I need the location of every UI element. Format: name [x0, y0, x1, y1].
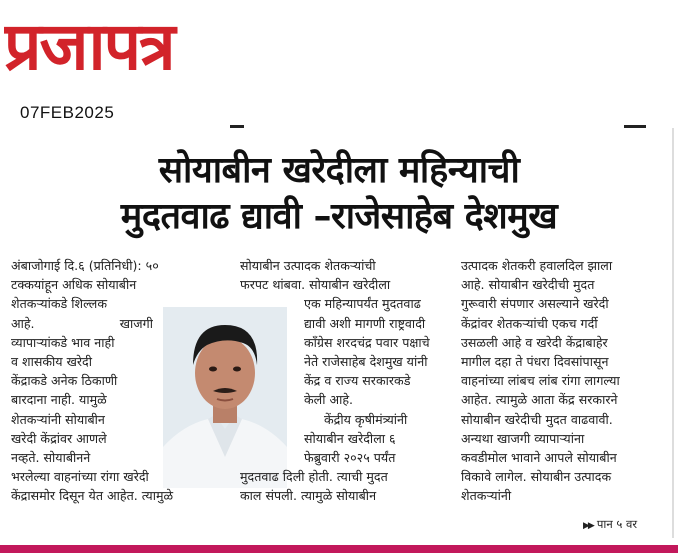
article-line: काँग्रेस शरदचंद्र पवार पक्षाचे	[304, 334, 430, 350]
column-edge-rule	[672, 128, 674, 538]
article-line: विकावे लागेल. सोयाबीन उत्पादक	[461, 469, 612, 485]
article-line: आहेत. त्यामुळे आता केंद्र सरकारने	[461, 392, 618, 408]
article-line: मुदतवाढ दिली होती. त्याची मुदत	[240, 469, 388, 485]
article-line	[11, 314, 153, 333]
clipping-cut-mark-right	[624, 125, 646, 128]
article-line: केंद्राकडे अनेक ठिकाणी	[11, 373, 118, 389]
article-line-head: आहे.	[11, 315, 35, 331]
article-line: कवडीमोल भावाने आपले सोयाबीन	[461, 450, 617, 466]
continued-on-page	[583, 517, 637, 532]
article-line: आहे. सोयाबीन खरेदीची मुदत	[461, 277, 595, 293]
article-line: टक्कयांहून अधिक सोयाबीन	[11, 277, 137, 293]
article-line: खरेदी केंद्रांवर आणले	[11, 430, 107, 446]
article-line: भरलेल्या वाहनांच्या रांगा खरेदी	[11, 469, 149, 485]
article-line: केंद्र व राज्य सरकारकडे	[304, 373, 411, 389]
article-line: मागील दहा ते पंधरा दिवसांपासून	[461, 354, 609, 370]
article-line: शेतकऱ्यांनी	[461, 488, 512, 504]
continued-label: पान ५ वर	[596, 517, 638, 531]
article-line: नव्हते. सोयाबीनने	[11, 450, 91, 466]
article-line: केंद्रांवर शेतकऱ्यांची एकच गर्दी	[461, 315, 598, 331]
headline	[0, 148, 678, 240]
article-line: गुरूवारी संपणार असल्याने खरेदी	[461, 296, 609, 312]
article-line: बारदाना नाही. यामुळे	[11, 392, 107, 408]
article-column-3	[461, 256, 669, 506]
article-line: केंद्रीय कृषीमंत्र्यांनी	[324, 411, 408, 427]
article-line: शेतकऱ्यांनी सोयाबीन	[11, 411, 105, 427]
article-line: एक महिन्यापर्यंत मुदतवाढ	[304, 296, 421, 312]
article-line: उसळली आहे व खरेदी केंद्राबाहेर	[461, 334, 608, 350]
edition-date: 07FEB2025	[20, 103, 115, 122]
clipping-cut-mark-left	[230, 125, 244, 128]
article-line: अन्यथा खाजगी व्यापाऱ्यांना	[461, 430, 585, 446]
article-line: केली आहे.	[304, 392, 354, 408]
article-line: नेते राजेसाहेब देशमुख यांनी	[304, 354, 428, 370]
headline-line-1: सोयाबीन खरेदीला महिन्याची	[158, 150, 520, 191]
article-line: फेब्रुवारी २०२५ पर्यंत	[304, 450, 396, 466]
double-arrow-icon: ▶▶	[583, 521, 593, 531]
article-line: काल संपली. त्यामुळे सोयाबीन	[240, 488, 377, 504]
article-line-tail: खाजगी	[119, 315, 153, 331]
article-line: व्यापाऱ्यांकडे भाव नाही	[11, 334, 115, 350]
headline-line-2: मुदतवाढ द्यावी –राजेसाहेब देशमुख	[120, 196, 558, 237]
article-line: अंबाजोगाई दि.६ (प्रतिनिधी): ५०	[11, 258, 159, 273]
article-line: सोयाबीन खरेदीची मुदत वाढवावी.	[461, 411, 613, 427]
article-line: वाहनांच्या लांबच लांब रांगा लागल्या	[461, 373, 620, 389]
article-line: द्यावी अशी मागणी राष्ट्रवादी	[304, 315, 426, 331]
article-line: उत्पादक शेतकरी हवालदिल झाला	[461, 258, 613, 273]
masthead-logo: प्रजापत्र	[4, 8, 174, 85]
article-column-2	[240, 256, 450, 506]
article-line: सोयाबीन खरेदीला ६	[304, 430, 396, 446]
article-line: व शासकीय खरेदी	[11, 354, 92, 370]
article-line: सोयाबीन उत्पादक शेतकऱ्यांची	[240, 258, 376, 273]
bottom-accent-bar	[0, 545, 678, 553]
article-line: फरपट थांबवा. सोयाबीन खरेदीला	[240, 277, 391, 293]
article-line: शेतकऱ्यांकडे शिल्लक	[11, 296, 107, 312]
article-line: केंद्रासमोर दिसून येत आहेत. त्यामुळे	[11, 488, 174, 504]
